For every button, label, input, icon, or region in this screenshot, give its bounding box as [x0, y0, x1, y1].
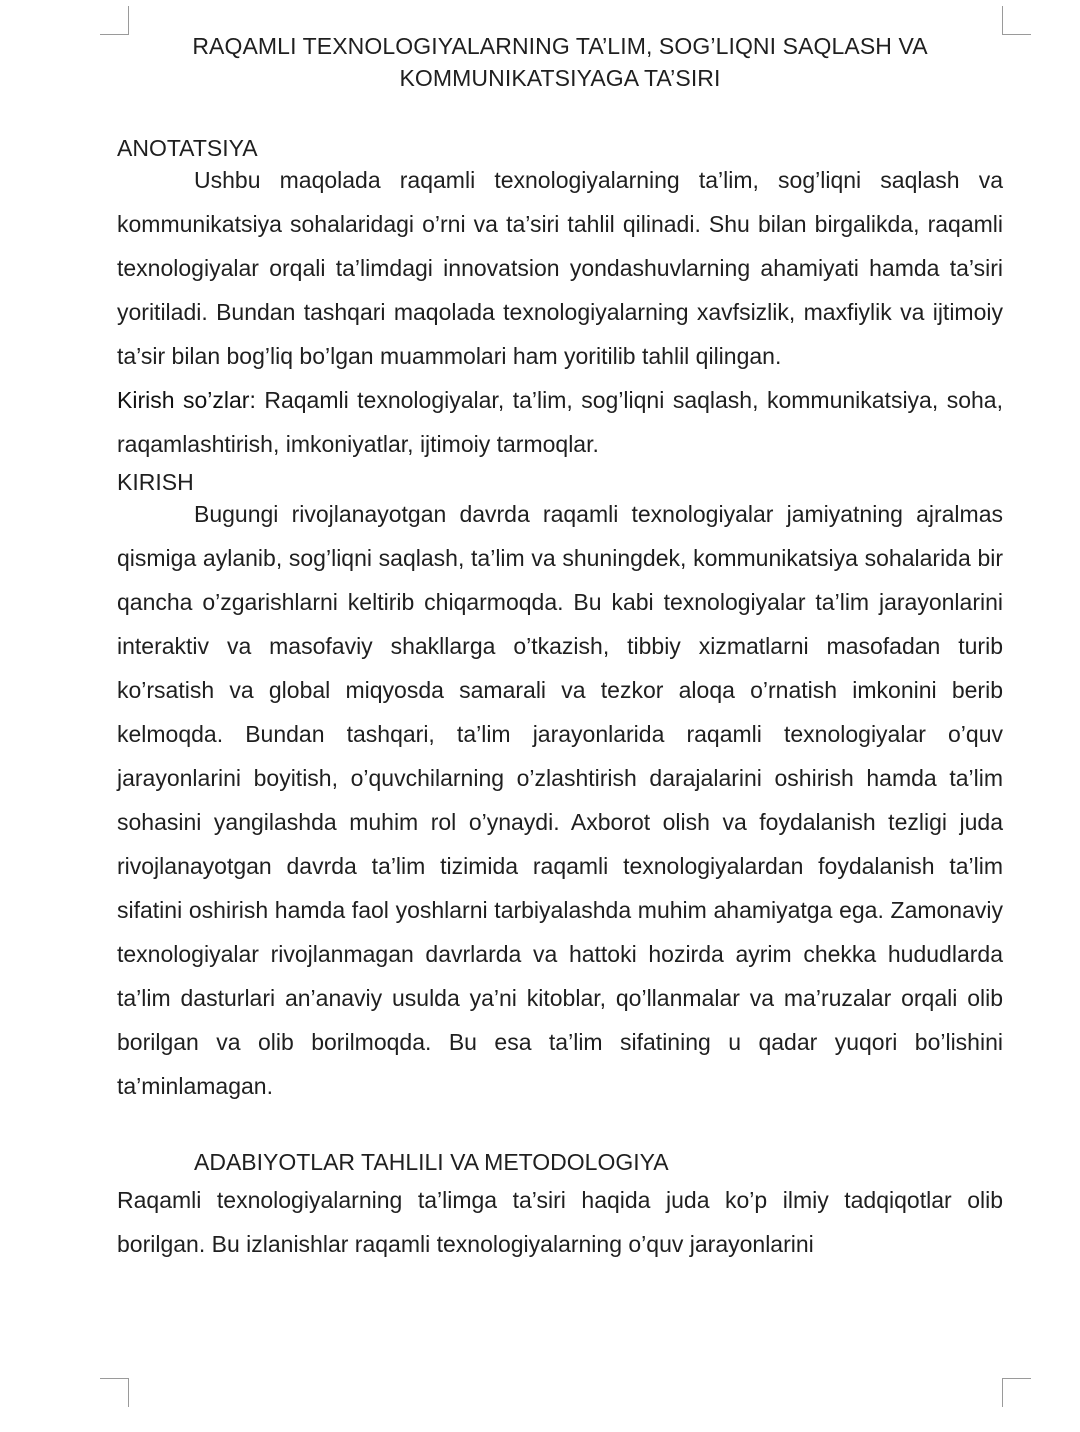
page-corner-mark-top-right: [1002, 6, 1031, 35]
literature-paragraph: Raqamli texnologiyalarning ta’limga ta’siri haqida juda ko’p ilmiy tadqiqotlar olib borilgan. Bu izlanishlar raqamli texnologiyalarning o’quv jarayonlarini: [117, 1187, 1003, 1257]
document-page: [117, 30, 1003, 1266]
paper-title-line-1: RAQAMLI TEXNOLOGIYALARNING TA’LIM, SOG’LIQNI SAQLASH VA: [192, 33, 928, 59]
literature-heading: ADABIYOTLAR TAHLILI VA METODOLOGIYA: [194, 1149, 669, 1175]
abstract-paragraph: Ushbu maqolada raqamli texnologiyalarning ta’lim, sog’liqni saqlash va kommunikatsiya sohalaridagi o’rni va ta’siri tahlil qilinadi. Shu bilan birgalikda, raqamli texnologiyalar orqali ta’limdagi innovatsion yondashuvlarning ahamiyati hamda ta’siri yoritiladi. Bundan tashqari maqolada texnologiyalarning xavfsizlik, maxfiylik va ijtimoiy ta’sir bilan bog’liq bo’lgan muammolari ham yoritilib tahlil qilingan.: [117, 167, 1003, 369]
abstract-heading: ANOTATSIYA: [117, 135, 258, 161]
page-corner-mark-bottom-right: [1002, 1378, 1031, 1407]
introduction-heading: KIRISH: [117, 469, 194, 495]
keywords-paragraph: [117, 378, 1003, 466]
introduction-paragraph: Bugungi rivojlanayotgan davrda raqamli texnologiyalar jamiyatning ajralmas qismiga aylanib, sog’liqni saqlash, ta’lim va shuningdek, kommunikatsiya sohalarida bir qancha o’zgarishlarni keltirib chiqarmoqda. Bu kabi texnologiyalar ta’lim jarayonlarini interaktiv va masofaviy shakllarga o’tkazish, tibbiy xizmatlarni masofadan turib ko’rsatish va global miqyosda samarali va tezkor aloqa o’rnatish imkonini berib kelmoqda. Bundan tashqari, ta’lim jarayonlarida raqamli texnologiyalar o’quv jarayonlarini boyitish, o’quvchilarning o’zlashtirish darajalarini oshirish hamda ta’lim sohasini yangilashda muhim rol o’ynaydi. Axborot olish va foydalanish tezligi juda rivojlanayotgan davrda ta’lim tizimida raqamli texnologiyalardan foydalanish ta’lim sifatini oshirish hamda faol yoshlarni tarbiyalashda muhim ahamiyatga ega. Zamonaviy texnologiyalar rivojlanmagan davrlarda va hattoki hozirda ayrim chekka hududlarda ta’lim dasturlari an’anaviy usulda ya’ni kitoblar, qo’llanmalar va ma’ruzalar orqali olib borilgan va olib borilmoqda. Bu esa ta’lim sifatining u qadar yuqori bo’lishini ta’minlamagan.: [117, 501, 1003, 1099]
keywords-label: Kirish so’zlar:: [117, 387, 256, 413]
page-corner-mark-bottom-left: [100, 1378, 129, 1407]
keywords-text: Raqamli texnologiyalar, ta’lim, sog’liqni saqlash, kommunikatsiya, soha, raqamlashtirish, imkoniyatlar, ijtimoiy tarmoqlar.: [117, 387, 1003, 457]
paper-title: [117, 30, 1003, 94]
paper-title-line-2: KOMMUNIKATSIYAGA TA’SIRI: [399, 65, 721, 91]
